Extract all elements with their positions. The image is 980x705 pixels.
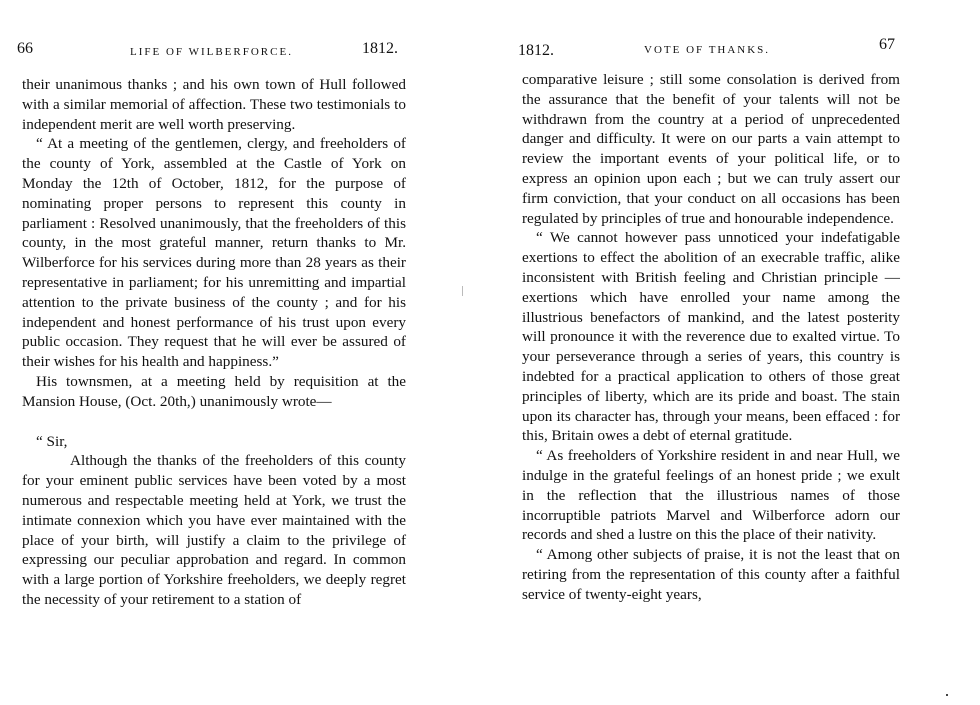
left-page-body: [22, 75, 406, 610]
paragraph: comparative leisure ; still some consolation is derived from the assurance that the benefit of your talents will not be withdrawn from the country at a period of unprecedented danger and difficulty. It were on our parts a vain attempt to review the important events of your political life, or to express an opinion upon each ; but we can truly assert our firm conviction, that your conduct on all occasions has been regulated by principles of true and honourable independence.: [522, 71, 900, 227]
scan-speck: [946, 694, 948, 696]
paragraph: “ We cannot however pass unnoticed your indefatigable exertions to effect the abolition of an execrable traffic, alike inconsistent with British feeling and Christian principle — exertions which have enrolled your name among the illustrious benefactors of mankind, and the latest posterity will pronounce it with the reverence due to exalted virtue. To your perseverance through a series of years, this country is indebted for a practical application to others of those great principles of liberty, which are its pride and boast. The stain upon its character has, through your means, been effaced : for this, Britain owes a debt of eternal gratitude.: [522, 229, 900, 445]
letter-salutation: “ Sir,: [36, 432, 68, 450]
left-page: [0, 0, 470, 705]
paragraph: His townsmen, at a meeting held by requisition at the Mansion House, (Oct. 20th,) unanimously wrote—: [22, 372, 406, 410]
paragraph: “ As freeholders of Yorkshire resident in and near Hull, we indulge in the grateful feelings of an honest pride ; we exult in the reflection that the illustrious names of those incorruptible patriots Marvel and Wilberforce adorn our records and shed a lustre on this the place of their nativity.: [522, 447, 900, 544]
paragraph: Although the thanks of the freeholders of this county for your eminent public services have been voted by a most numerous and respectable meeting held at York, we trust the intimate connexion which you have ever maintained with the place of your birth, will justify a claim to the privilege of expressing our peculiar approbation and regard. In common with a large portion of Yorkshire freeholders, we deeply regret the necessity of your retirement to a station of: [22, 452, 406, 608]
paragraph: “ Among other subjects of praise, it is not the least that on retiring from the representation of this county after a faithful service of twenty-eight years,: [522, 546, 900, 603]
paragraph: “ At a meeting of the gentlemen, clergy, and freeholders of the county of York, assembled at the Castle of York on Monday the 12th of October, 1812, for the purpose of nominating proper persons to represent this county in parliament : Resolved unanimously, that the freeholders of this county, in the most grateful manner, return thanks to Mr. Wilberforce for his services during more than 28 years as their representative in parliament; for his unremitting and impartial attention to the private business of the county ; and for his independent and honest performance of his trust upon every public occasion. They request that he will ever be assured of their wishes for his health and happiness.”: [22, 135, 406, 371]
left-page-number: 66: [17, 40, 33, 57]
right-page-number: 67: [879, 36, 895, 53]
left-page-year: 1812.: [362, 40, 398, 57]
right-running-head: VOTE OF THANKS.: [644, 44, 771, 56]
right-page-header: [490, 36, 980, 62]
paragraph: their unanimous thanks ; and his own town of Hull followed with a similar memorial of affection. These two testimonials to independent merit are well worth preserving.: [22, 76, 406, 133]
right-page-body: [522, 70, 900, 605]
right-page: [490, 0, 980, 705]
left-page-header: [0, 40, 470, 62]
left-running-head: LIFE OF WILBERFORCE.: [130, 46, 293, 58]
gutter-mark: [462, 286, 463, 296]
right-page-year: 1812.: [518, 42, 554, 59]
